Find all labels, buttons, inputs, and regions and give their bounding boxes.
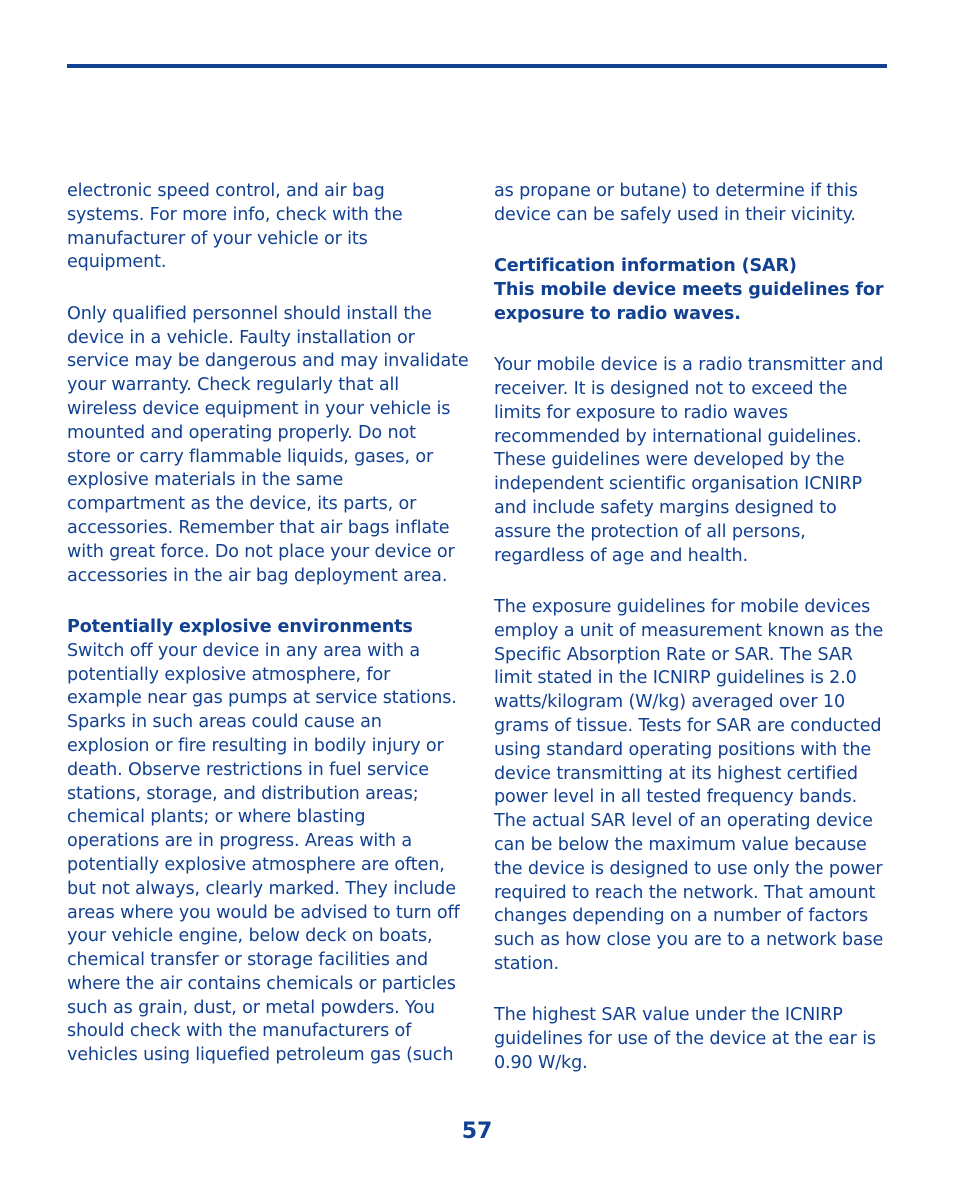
text-line: stations, storage, and distribution areas; (67, 783, 419, 804)
text-line: such as grain, dust, or metal powders. You (67, 997, 435, 1018)
text-line: wireless device equipment in your vehicle is (67, 398, 451, 419)
text-line: device transmitting at its highest certified (494, 763, 858, 784)
text-line: areas where you would be advised to turn off (67, 902, 460, 923)
text-line: your warranty. Check regularly that all (67, 375, 399, 396)
text-line: systems. For more info, check with the (67, 204, 403, 225)
text-line: The actual SAR level of an operating device (494, 811, 873, 832)
text-line: regardless of age and health. (494, 545, 748, 566)
text-line: Sparks in such areas could cause an (67, 712, 382, 733)
heading-explosive-environments: Potentially explosive environments (67, 616, 413, 637)
text-line: Certification information (SAR) (494, 256, 797, 277)
text-line: power level in all tested frequency bands. (494, 787, 858, 808)
heading-sar-certification (494, 255, 894, 326)
text-line: chemical transfer or storage facilities and (67, 950, 429, 971)
text-line: watts/kilogram (W/kg) averaged over 10 (494, 692, 846, 713)
left-column (67, 180, 467, 1068)
text-line: such as how close you are to a network base (494, 930, 884, 951)
text-line: station. (494, 953, 559, 974)
text-line: device in a vehicle. Faulty installation or (67, 327, 415, 348)
text-line: limits for exposure to radio waves (494, 402, 788, 423)
text-line: Only qualified personnel should install the (67, 303, 432, 324)
text-line: limit stated in the ICNIRP guidelines is 2.0 (494, 668, 857, 689)
text-line: Switch off your device in any area with a (67, 640, 420, 661)
text-line: with great force. Do not place your device or (67, 541, 455, 562)
text-line: explosion or fire resulting in bodily injury or (67, 735, 444, 756)
text-line: device can be safely used in their vicinity. (494, 204, 856, 225)
text-line: chemical plants; or where blasting (67, 807, 366, 828)
paragraph-exposure-guidelines (494, 596, 894, 977)
header-rule (67, 64, 887, 68)
text-line: and include safety margins designed to (494, 497, 837, 518)
text-line: service may be dangerous and may invalidate (67, 351, 469, 372)
text-line: using standard operating positions with the (494, 739, 872, 760)
text-line: The exposure guidelines for mobile devices (494, 596, 871, 617)
text-line: potentially explosive atmosphere, for (67, 664, 391, 685)
text-line: grams of tissue. Tests for SAR are conducted (494, 715, 882, 736)
paragraph-radio-transmitter (494, 354, 894, 568)
text-line: example near gas pumps at service stations. (67, 688, 457, 709)
text-line: but not always, clearly marked. They include (67, 878, 456, 899)
text-line: These guidelines were developed by the (494, 450, 845, 471)
text-line: accessories in the air bag deployment area. (67, 565, 448, 586)
text-line: can be below the maximum value because (494, 834, 867, 855)
text-line: recommended by international guidelines. (494, 426, 862, 447)
text-line: assure the protection of all persons, (494, 521, 806, 542)
text-line: changes depending on a number of factors (494, 906, 869, 927)
text-line: operations are in progress. Areas with a (67, 831, 412, 852)
paragraph-installation (67, 303, 467, 589)
text-line: explosive materials in the same (67, 470, 344, 491)
text-line: store or carry flammable liquids, gases, or (67, 446, 434, 467)
paragraph-intro (67, 180, 467, 275)
text-line: where the air contains chemicals or particles (67, 973, 456, 994)
text-line: required to reach the network. That amount (494, 882, 876, 903)
text-line: death. Observe restrictions in fuel service (67, 759, 429, 780)
text-line: receiver. It is designed not to exceed the (494, 378, 848, 399)
page-number: 57 (461, 1119, 493, 1144)
text-line: the device is designed to use only the power (494, 858, 883, 879)
text-line: mounted and operating properly. Do not (67, 422, 416, 443)
text-line: independent scientific organisation ICNIRP (494, 474, 862, 495)
right-column (494, 180, 894, 1076)
text-line: should check with the manufacturers of (67, 1021, 412, 1042)
text-line: This mobile device meets guidelines for (494, 279, 884, 300)
text-line: vehicles using liquefied petroleum gas (such (67, 1045, 454, 1066)
paragraph-highest-sar (494, 1004, 894, 1075)
text-line: guidelines for use of the device at the ear is (494, 1029, 876, 1050)
text-line: equipment. (67, 252, 167, 273)
text-line: Your mobile device is a radio transmitter and (494, 355, 884, 376)
text-line: The highest SAR value under the ICNIRP (494, 1005, 843, 1026)
text-line: compartment as the device, its parts, or (67, 494, 417, 515)
text-line: 0.90 W/kg. (494, 1052, 588, 1073)
text-line: as propane or butane) to determine if this (494, 181, 858, 201)
text-line: manufacturer of your vehicle or its (67, 228, 368, 249)
text-line: employ a unit of measurement known as the (494, 620, 884, 641)
text-line: Specific Absorption Rate or SAR. The SAR (494, 644, 853, 665)
text-line: accessories. Remember that air bags inflate (67, 517, 450, 538)
paragraph-continued (494, 180, 894, 228)
text-line: electronic speed control, and air bag (67, 181, 385, 201)
paragraph-explosive-environments (67, 640, 467, 1068)
text-line: your vehicle engine, below deck on boats, (67, 926, 433, 947)
text-line: potentially explosive atmosphere are often, (67, 854, 445, 875)
text-line: exposure to radio waves. (494, 303, 741, 324)
